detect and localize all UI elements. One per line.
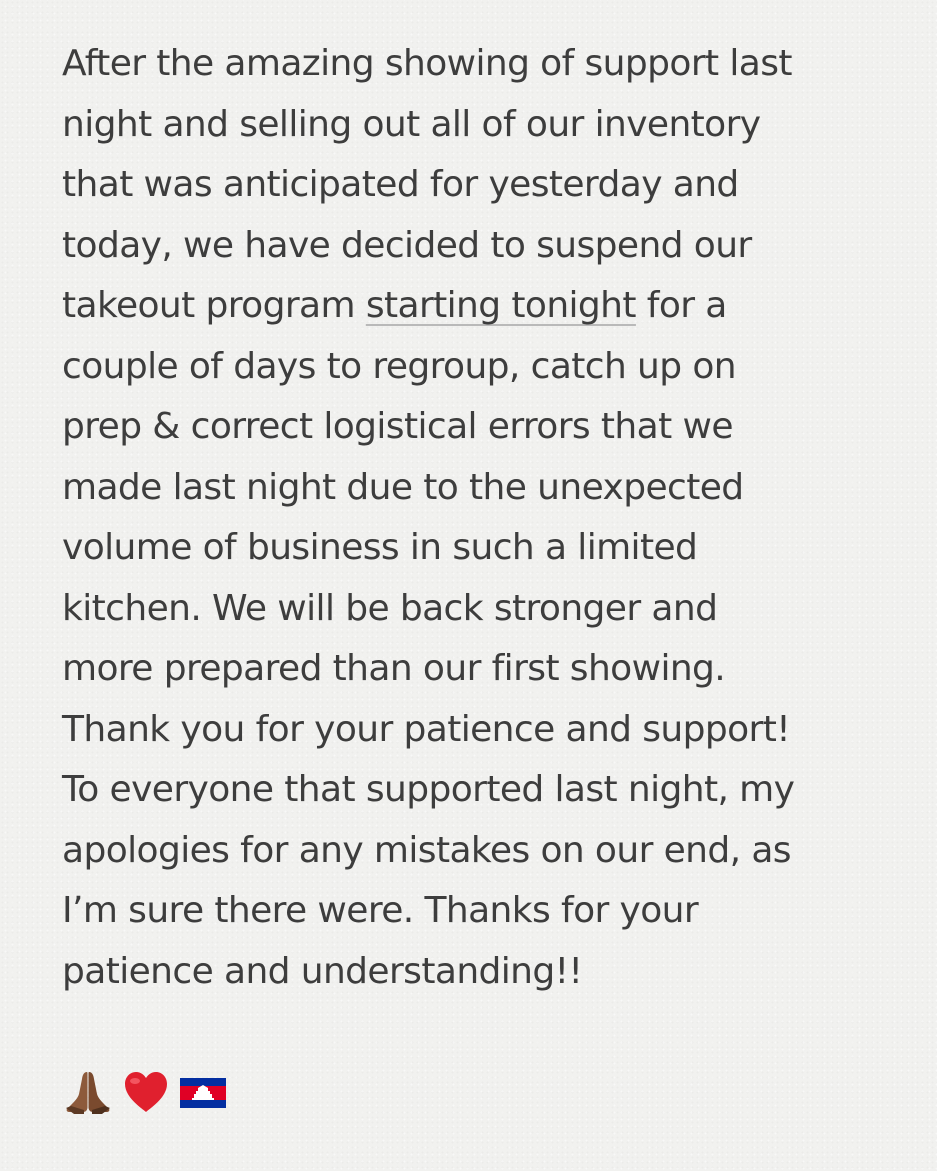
note-line: volume of business in such a limited <box>62 527 698 568</box>
note-line-part: takeout program <box>62 285 366 326</box>
detected-date-link[interactable]: starting tonight <box>365 285 636 326</box>
note-text <box>62 34 922 1002</box>
note-line: kitchen. We will be back stronger and <box>62 587 718 629</box>
note-line: prep & correct logistical errors that we <box>62 406 733 447</box>
note-line: I’m sure there were. Thanks for your <box>62 890 699 931</box>
folded-hands-icon <box>62 1066 114 1118</box>
note-line: today, we have decided to suspend our <box>62 224 752 266</box>
note-line: couple of days to regroup, catch up on <box>62 345 736 387</box>
note-line: After the amazing showing of support last <box>62 43 792 84</box>
emoji-row <box>62 1064 234 1120</box>
note-line: made last night due to the unexpected <box>62 466 744 508</box>
cambodia-flag-icon <box>178 1066 228 1118</box>
note-line: night and selling out all of our inventory <box>62 103 761 145</box>
note-line: patience and understanding!! <box>62 950 583 992</box>
note-line-part: for a <box>635 285 727 326</box>
note-line <box>62 276 922 337</box>
note-line: that was anticipated for yesterday and <box>62 164 739 205</box>
note-line: apologies for any mistakes on our end, as <box>62 829 791 871</box>
note-line: Thank you for your patience and support! <box>62 708 791 750</box>
note-line: To everyone that supported last night, my <box>62 769 795 810</box>
red-heart-icon <box>120 1066 172 1118</box>
note-line: more prepared than our first showing. <box>62 648 726 689</box>
